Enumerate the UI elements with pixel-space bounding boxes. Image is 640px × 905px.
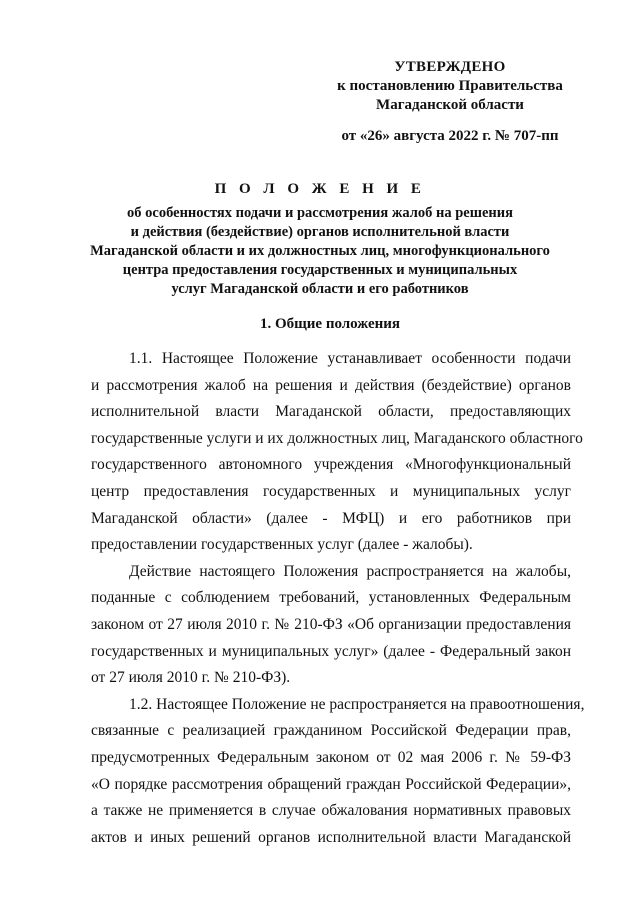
body-line: законом от 27 июля 2010 г. № 210-ФЗ «Об организации предоставления	[91, 615, 571, 633]
approval-line-2: Магаданской области	[376, 97, 524, 113]
body-line: актов и иных решений органов исполнительной власти Магаданской	[91, 828, 571, 846]
body-line: Магаданской области» (далее - МФЦ) и его работников при	[91, 509, 571, 527]
subtitle-line: услуг Магаданской области и его работников	[171, 281, 469, 297]
approval-stamp: УТВЕРЖДЕНО	[394, 59, 506, 75]
body-line: от 27 июля 2010 г. № 210-ФЗ).	[91, 669, 291, 687]
body-line: поданные с соблюдением требований, установленных Федеральным	[91, 589, 571, 607]
approval-line-1: к постановлению Правительства	[337, 78, 563, 94]
body-line: государственных и муниципальных услуг» (далее - Федеральный закон	[91, 642, 571, 660]
subtitle-line: Магаданской области и их должностных лиц, многофункционального	[90, 243, 550, 259]
document-body	[91, 346, 585, 851]
section-heading: 1. Общие положения	[259, 316, 401, 332]
subtitle-line: центра предоставления государственных и муниципальных	[122, 262, 518, 278]
body-line: 1.2. Настоящее Положение не распространяется на правоотношения,	[129, 695, 585, 713]
body-line: исполнительной власти Магаданской области, предоставляющих	[91, 403, 571, 421]
approval-date: от «26» августа 2022 г. № 707-пп	[341, 128, 559, 144]
body-line: связанные с реализацией гражданином Российской Федерации прав,	[91, 722, 571, 740]
body-line: «О порядке рассмотрения обращений граждан Российской Федерации»,	[91, 775, 571, 793]
subtitle-line: и действия (бездействие) органов исполнительной власти	[130, 224, 510, 240]
document-subtitle	[70, 204, 570, 299]
body-line: государственного автономного учреждения «Многофункциональный	[91, 456, 571, 474]
body-line: и рассмотрения жалоб на решения и действия (бездействие) органов	[91, 376, 571, 394]
body-line: государственные услуги и их должностных лиц, Магаданского областного	[91, 429, 583, 447]
body-line: а также не применяется в случае обжалования нормативных правовых	[91, 802, 571, 820]
body-line: 1.1. Настоящее Положение устанавливает особенности подачи	[129, 350, 571, 367]
body-line: центр предоставления государственных и муниципальных услуг	[91, 482, 571, 500]
body-line: Действие настоящего Положения распространяется на жалобы,	[129, 562, 571, 580]
document-title: П О Л О Ж Е Н И Е	[214, 181, 426, 197]
body-line: предусмотренных Федеральным законом от 02 мая 2006 г. № 59-ФЗ	[91, 748, 571, 766]
approval-block	[330, 58, 570, 146]
body-line: предоставлении государственных услуг (далее - жалобы).	[91, 536, 473, 554]
subtitle-line: об особенностях подачи и рассмотрения жалоб на решения	[127, 205, 513, 221]
